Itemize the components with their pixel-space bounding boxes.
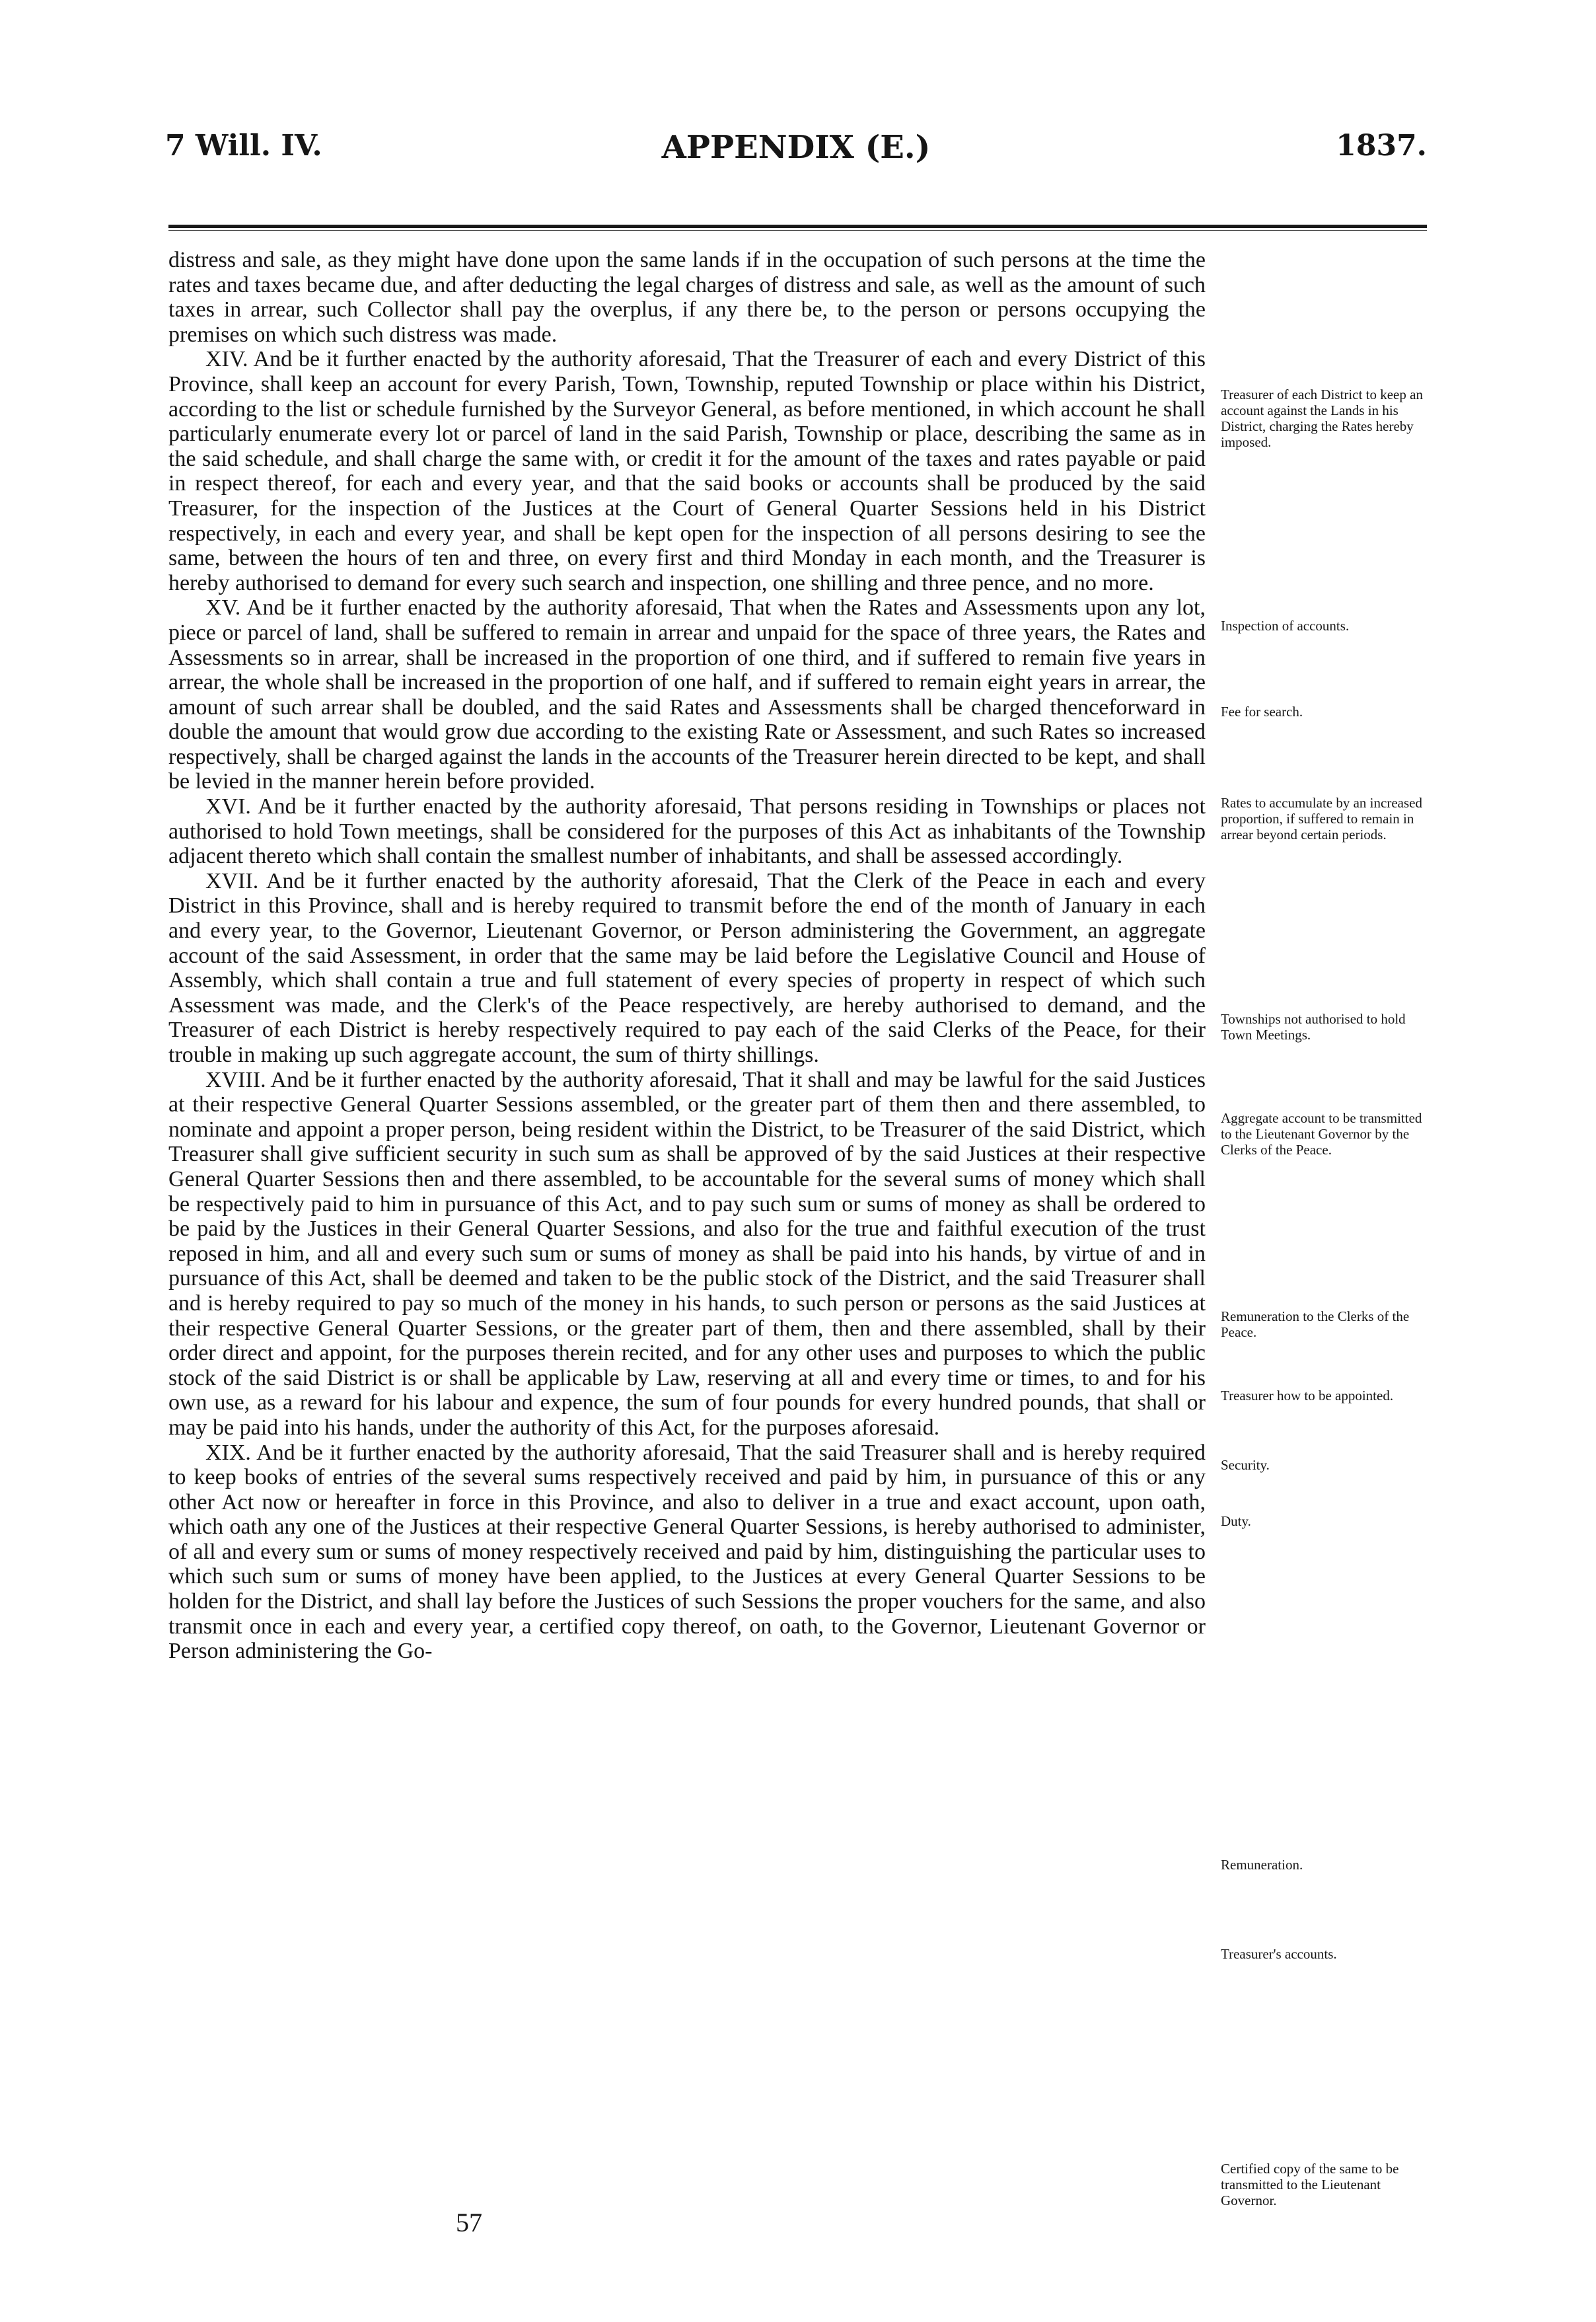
section-xvi: XVI. And be it further enacted by the authority aforesaid, That persons residing in Townships or places not authorised to hold Town meetings, shall be considered for the purposes of this Act as inhabitants of the Township adjacent thereto which shall contain the smallest number of inhabitants, and shall be assessed accordingly. <box>168 794 1206 869</box>
section-xix: XIX. And be it further enacted by the authority aforesaid, That the said Treasurer shall and is hereby required to keep books of entries of the several sums respectively received and paid by him, in pursuance of this or any other Act now or hereafter in force in this Province, and also to deliver in a true and exact account, upon oath, which oath any one of the Justices at their respective General Quarter Sessions, is hereby authorised to administer, of all and every sum or sums of money respectively received and paid by him, distinguishing the particular uses to which such sum or sums of money have been applied, to the Justices at every General Quarter Sessions to be holden for the District, and shall lay before the Justices of such Sessions the proper vouchers for the same, and also transmit once in each and every year, a certified copy thereof, on oath, to the Governor, Lieutenant Governor or Person administering the Go- <box>168 1440 1206 1664</box>
header-regnal-year: 7 Will. IV. <box>165 129 322 163</box>
running-header <box>165 129 1427 195</box>
paragraph-continuation: distress and sale, as they might have done upon the same lands if in the occupation of such persons at the time the rates and taxes became due, and after deducting the legal charges of distress and sale, as well as the amount of such taxes in arrear, such Collector shall pay the overplus, if any there be, to the person or persons occupying the premises on which such distress was made. <box>168 248 1206 347</box>
header-rule <box>168 225 1427 228</box>
margin-note: Remuneration. <box>1221 1857 1303 1873</box>
section-xviii: XVIII. And be it further enacted by the authority aforesaid, That it shall and may be lawful for the said Justices at their respective General Quarter Sessions assembled, or the greater part of them then and there assembled, to nominate and appoint a proper person, being resident within the District, to be Treasurer of the said District, which Treasurer shall give sufficient security in such sum as shall be approved of by the said Justices at their respective General Quarter Sessions then and there assembled, to be accountable for the several sums of money which shall be respectively paid to him in pursuance of this Act, and to pay such sum or sums of money as shall be ordered to be paid by the Justices in their General Quarter Sessions, and also for the true and faithful execution of the trust reposed in him, and all and every such sum or sums of money as shall be paid into his hands, by virtue of and in pursuance of this Act, shall be deemed and taken to be the public stock of the District, and the said Treasurer shall and is hereby required to pay so much of the money in his hands, to such person or persons as the said Justices at their respective General Quarter Sessions, or the greater part of them, then and there assembled, shall by their order direct and appoint, for the purposes therein recited, and for any other uses and purposes to which the public stock of the said District is or shall be applicable by Law, reserving at all and every time or times, to and for his own use, as a reward for his labour and expence, the sum of four pounds for every hundred pounds, that shall or may be paid into his hands, under the authority of this Act, for the purposes aforesaid. <box>168 1067 1206 1440</box>
header-year: 1837. <box>1336 129 1427 163</box>
margin-note: Treasurer's accounts. <box>1221 1946 1337 1962</box>
margin-note: Inspection of accounts. <box>1221 618 1350 634</box>
margin-note: Security. <box>1221 1457 1270 1473</box>
page-number: 57 <box>456 2208 482 2237</box>
margin-note: Rates to accumulate by an increased proportion, if suffered to remain in arrear beyond certain periods. <box>1221 795 1422 843</box>
section-xiv: XIV. And be it further enacted by the authority aforesaid, That the Treasurer of each and every District of this Province, shall keep an account for every Parish, Town, Township, reputed Township or place within his District, according to the list or schedule furnished by the Surveyor General, as before mentioned, in which account he shall particularly enumerate every lot or parcel of land in the said Parish, Township or place, describing the same as in the said schedule, and shall charge the same with, or credit it for the amount of the taxes and rates payable or paid in respect thereof, for each and every year, and that the said books or accounts shall be produced by the said Treasurer, for the inspection of the Justices at the Court of General Quarter Sessions held in his District respectively, in each and every year, and shall be kept open for the inspection of all persons desiring to see the same, between the hours of ten and three, on every first and third Monday in each month, and the Treasurer is hereby authorised to demand for every such search and inspection, one shilling and three pence, and no more. <box>168 347 1206 595</box>
margin-note: Treasurer how to be appointed. <box>1221 1388 1394 1404</box>
margin-note: Remuneration to the Clerks of the Peace. <box>1221 1308 1410 1340</box>
margin-note: Aggregate account to be transmitted to the Lieutenant Governor by the Clerks of the Peace. <box>1221 1110 1422 1158</box>
margin-note: Duty. <box>1221 1513 1251 1529</box>
margin-note: Fee for search. <box>1221 704 1303 720</box>
header-rule-thin <box>168 230 1427 231</box>
section-xvii: XVII. And be it further enacted by the authority aforesaid, That the Clerk of the Peace in each and every District in this Province, shall and is hereby required to transmit before the end of the month of January in each and every year, to the Governor, Lieutenant Governor, or Person administering the Government, an aggregate account of the said Assessment, in order that the same may be laid before the Legislative Council and House of Assembly, which shall contain a true and full statement of every species of property in respect of which such Assessment was made, and the Clerk's of the Peace respectively, are hereby authorised to demand, and the Treasurer of each District is hereby respectively required to pay each of the said Clerks of the Peace, for their trouble in making up such aggregate account, the sum of thirty shillings. <box>168 868 1206 1067</box>
margin-note: Treasurer of each District to keep an account against the Lands in his District, charging the Rates hereby imposed. <box>1221 387 1423 450</box>
header-title: APPENDIX (E.) <box>661 129 931 166</box>
section-xv: XV. And be it further enacted by the authority aforesaid, That when the Rates and Assessments upon any lot, piece or parcel of land, shall be suffered to remain in arrear and unpaid for the space of three years, the Rates and Assessments so in arrear, shall be increased in the proportion of one third, and if suffered to remain five years in arrear, the whole shall be increased in the proportion of one half, and if suffered to remain eight years in arrear, the amount of such arrear shall be doubled, and the said Rates and Assessments shall be charged thenceforward in double the amount that would grow due according to the existing Rate or Assessment, and such Rates so increased respectively, shall be charged against the lands in the accounts of the Treasurer herein directed to be kept, and shall be levied in the manner herein before provided. <box>168 595 1206 794</box>
margin-note: Certified copy of the same to be transmitted to the Lieutenant Governor. <box>1221 2161 1399 2208</box>
main-text-column <box>168 248 1206 1664</box>
margin-note: Townships not authorised to hold Town Meetings. <box>1221 1011 1406 1043</box>
